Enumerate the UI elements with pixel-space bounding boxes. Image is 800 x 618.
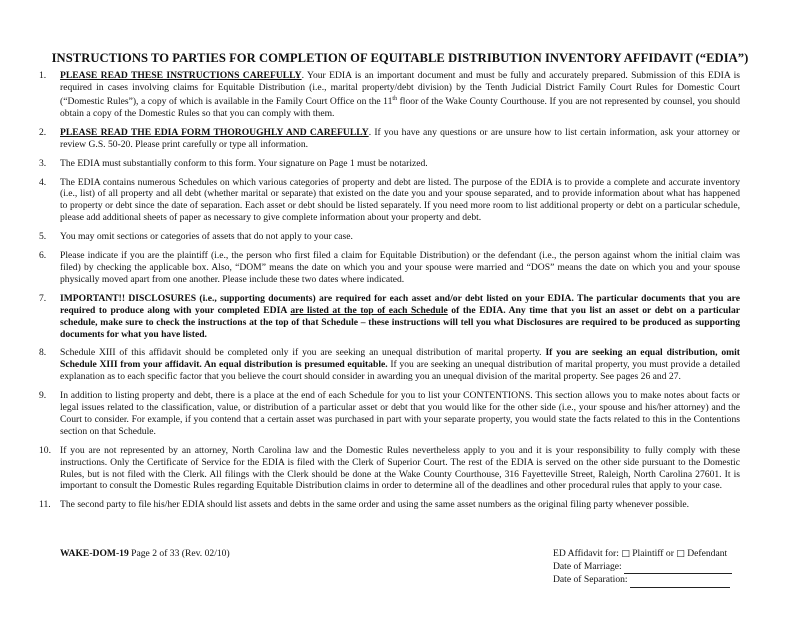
- instruction-item-3: [39, 157, 740, 170]
- item-text-continued: of the EDIA. Any time that you list an asset or debt on a particular schedule, make sure to check the instructions at the top of that Schedule – these instructions will tell you what Disclosures are required to be produced as supporting documents for what you have listed.: [60, 304, 740, 340]
- item-number: 4.: [39, 176, 47, 188]
- item-text-continued: floor of the Wake County Courthouse. If you are not represented by counsel, you should obtain a copy of the Domestic Rules so that you can comply with them.: [60, 96, 740, 119]
- item-lead: PLEASE READ THE EDIA FORM THOROUGHLY AND CAREFULLY: [60, 126, 369, 138]
- item-number: 2.: [39, 126, 47, 138]
- item-number: 1.: [39, 70, 47, 81]
- item-text: IMPORTANT!! DISCLOSURES (i.e., supporting documents) are required for each asset and/or debt listed on your EDIA. The particular documents that you are required to produce along with your completed EDIA: [60, 292, 740, 316]
- page-title: INSTRUCTIONS TO PARTIES FOR COMPLETION OF EQUITABLE DISTRIBUTION INVENTORY AFFIDAVIT (“EDIA”): [51, 51, 749, 65]
- item-text-bold: If you are seeking an equal distribution, omit Schedule XIII from your affidavit. An equal distribution is presumed equitable.: [60, 347, 741, 371]
- plaintiff-label: Plaintiff or: [629, 548, 677, 559]
- item-text: . Your EDIA is an important document and must be fully and accurately prepared. Submission of this EDIA is required in cases involving claims for Equitable Distribution (i.e., marital property/debt division) by the Tenth Judicial District Family Court Rules for Domestic Court (“Domestic Rules”), a copy of which is available in the Family Court Office on the 11: [60, 70, 740, 107]
- instruction-item-8: [39, 347, 741, 383]
- item-number: 10.: [39, 444, 51, 456]
- date-of-separation-field[interactable]: [630, 574, 730, 588]
- item-number: 3.: [39, 157, 47, 169]
- instruction-item-10: [39, 444, 740, 493]
- instruction-item-4: [39, 176, 740, 225]
- item-number: 7.: [39, 292, 47, 304]
- item-number: 5.: [39, 231, 47, 243]
- instruction-list: [39, 70, 741, 518]
- instruction-item-5: [39, 231, 740, 243]
- affidavit-info-block: [553, 548, 732, 588]
- date-of-marriage-line: [553, 561, 732, 575]
- page-info: Page 2 of 33 (Rev. 02/10): [128, 548, 230, 559]
- defendant-checkbox-icon[interactable]: □: [676, 549, 685, 559]
- item-number: 9.: [39, 390, 47, 402]
- item-text-underlined: are listed at the top of each Schedule: [290, 304, 448, 316]
- date-of-separation-label: Date of Separation:: [553, 574, 630, 585]
- instruction-item-1: [39, 70, 740, 120]
- item-number: 8.: [39, 347, 47, 359]
- item-number: 6.: [39, 250, 47, 262]
- item-superscript: th: [392, 95, 398, 102]
- plaintiff-checkbox-icon[interactable]: □: [621, 549, 630, 559]
- instruction-item-9: [39, 390, 740, 438]
- item-text: The EDIA must substantially conform to this form. Your signature on Page 1 must be notarized.: [60, 157, 428, 169]
- item-text: If you are not represented by an attorney, North Carolina law and the Domestic Rules nevertheless apply to you and it is your responsibility to fully comply with these instructions. Only the Certificate of Service for the EDIA is filed with the Clerk of Superior Court. The rest of the EDIA is served on the other side pursuant to the Domestic Rules, but is not filed with the Clerk. All filings with the Clerk should be done at the Wake County Courthouse, 316 Fayetteville Street, Raleigh, North Carolina 27601. It is important to consult the Domestic Rules regarding Equitable Distribution claims in order to determine all of the deadlines and other procedural rules that apply to your case.: [60, 444, 740, 492]
- date-of-marriage-field[interactable]: [624, 561, 732, 575]
- instruction-item-6: [39, 250, 740, 286]
- item-text: The second party to file his/her EDIA should list assets and debts in the same order and using the same asset numbers as the original filing party whenever possible.: [60, 499, 690, 511]
- date-of-marriage-label: Date of Marriage:: [553, 560, 625, 572]
- item-text: You may omit sections or categories of assets that do not apply to your case.: [60, 231, 353, 243]
- item-text: The EDIA contains numerous Schedules on which various categories of property and debt are listed. The purpose of the EDIA is to provide a complete and accurate inventory (i.e., list) of all property and all debt (whether marital or separate) that existed on the date you and your spouse separated, and to provide information about what has happened to property or debt since the date of separation. Each asset or debt should be listed separately. If you need more room to list additional property or debt on a particular schedule, please add additional sheets of paper as necessary to give complete information about your property and debt.: [60, 176, 740, 224]
- instruction-item-7: [39, 292, 740, 341]
- item-text: . If you have any questions or are unsure how to list certain information, ask your attorney or review G.S. 50-20. Please print carefully or type all information.: [60, 126, 740, 150]
- instruction-item-2: [39, 126, 740, 151]
- form-footer-id: [60, 548, 230, 559]
- ed-affidavit-label: ED Affidavit for:: [553, 548, 622, 559]
- instruction-item-11: [39, 499, 740, 511]
- item-lead: PLEASE READ THESE INSTRUCTIONS CAREFULLY: [60, 70, 302, 81]
- defendant-label: Defendant: [684, 548, 728, 559]
- item-text-continued: If you are seeking an unequal distribution of marital property, you must provide a detailed explanation as to each specific factor that you believe the court should consider in awarding you an unequal division of the marital property. See pages 26 and 27.: [60, 359, 740, 383]
- date-of-separation-line: [553, 574, 732, 588]
- party-selection-line: [553, 548, 732, 561]
- item-text: In addition to listing property and debt, there is a place at the end of each Schedule for you to list your CONTENTIONS. This section allows you to make notes about facts or legal issues related to the classification, value, or distribution of a particular asset or debt that you would like for the other side (i.e., your spouse and his/her attorney) and the Court to consider. For example, if you contend that a certain asset was purchased in part with your separate property, you would state the facts related to this in the Contentions section on that Schedule.: [60, 390, 740, 437]
- form-id: WAKE-DOM-19: [60, 548, 129, 559]
- item-text: Schedule XIII of this affidavit should be completed only if you are seeking an unequal distribution of marital property.: [60, 347, 546, 359]
- item-text: Please indicate if you are the plaintiff (i.e., the person who first filed a claim for Equitable Distribution) or the defendant (i.e., the person against whom the initial claim was filed) by checking the applicable box. Also, “DOM” means the date on which you and your spouse were married and “DOS” means the date on which you and your spouse physically moved apart from one another. Please include these two dates where indicated.: [60, 250, 740, 285]
- item-number: 11.: [39, 499, 51, 511]
